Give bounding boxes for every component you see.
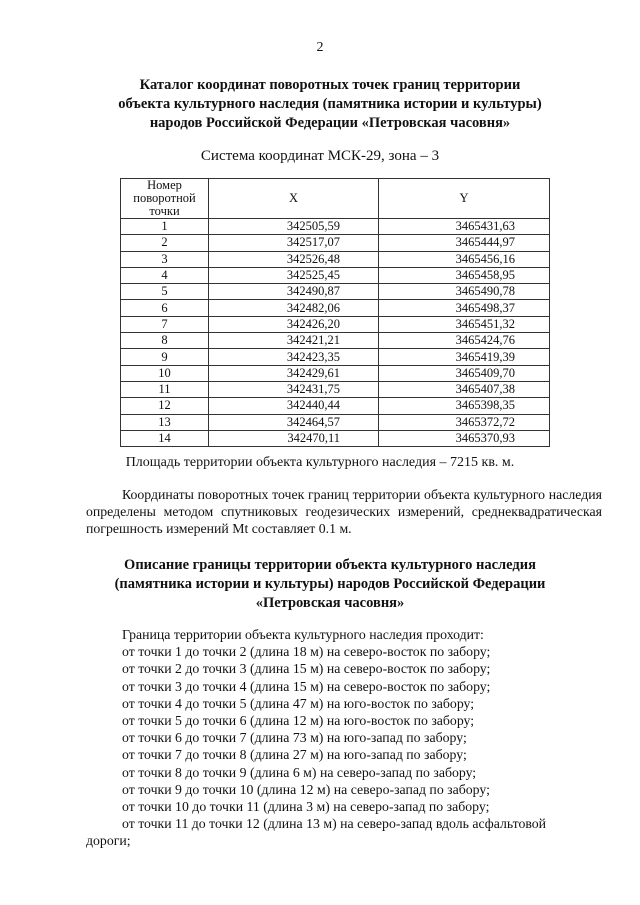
y-cell: 3465498,37: [379, 300, 550, 316]
description-title-line: (памятника истории и культуры) народов Российской Федерации: [114, 576, 546, 592]
boundary-intro: Граница территории объекта культурного наследия проходит:: [122, 627, 484, 642]
boundary-line: от точки 6 до точки 7 (длина 73 м) на юго-запад по забору;: [122, 730, 467, 746]
point-number-cell: 1: [121, 219, 209, 235]
table-row: [121, 300, 550, 316]
y-cell: 3465370,93: [379, 430, 550, 446]
table-row: [121, 349, 550, 365]
page-number: 2: [316, 40, 324, 55]
point-number-cell: 13: [121, 414, 209, 430]
x-cell: 342490,87: [209, 284, 379, 300]
table-row: [121, 284, 550, 300]
table-row: [121, 267, 550, 283]
y-cell: 3465451,32: [379, 316, 550, 332]
x-cell: 342470,11: [209, 430, 379, 446]
point-number-cell: 8: [121, 333, 209, 349]
point-number-cell: 11: [121, 381, 209, 397]
y-cell: 3465419,39: [379, 349, 550, 365]
accuracy-paragraph: [86, 486, 602, 537]
boundary-line: от точки 8 до точки 9 (длина 6 м) на северо-запад по забору;: [122, 764, 477, 780]
table-row: [121, 414, 550, 430]
boundary-description: [86, 626, 606, 850]
boundary-line: от точки 9 до точки 10 (длина 12 м) на северо-запад по забору;: [122, 781, 490, 797]
x-cell: 342440,44: [209, 398, 379, 414]
boundary-line: от точки 10 до точки 11 (длина 3 м) на северо-запад по забору;: [122, 799, 490, 815]
table-row: [121, 398, 550, 414]
y-cell: 3465456,16: [379, 251, 550, 267]
boundary-line: от точки 2 до точки 3 (длина 15 м) на северо-восток по забору;: [122, 661, 491, 677]
description-title-line: Описание границы территории объекта культурного наследия: [124, 557, 536, 573]
point-number-cell: 5: [121, 284, 209, 300]
table-row: [121, 381, 550, 397]
catalog-title-line: объекта культурного наследия (памятника истории и культуры): [118, 96, 542, 112]
point-number-cell: 12: [121, 398, 209, 414]
x-cell: 342526,48: [209, 251, 379, 267]
point-number-cell: 9: [121, 349, 209, 365]
x-cell: 342421,21: [209, 333, 379, 349]
boundary-line: от точки 5 до точки 6 (длина 12 м) на юго-восток по забору;: [122, 713, 475, 729]
y-cell: 3465407,38: [379, 381, 550, 397]
y-cell: 3465431,63: [379, 219, 550, 235]
area-text: Площадь территории объекта культурного наследия – 7215 кв. м.: [125, 455, 515, 470]
table-row: [121, 235, 550, 251]
catalog-title-line: народов Российской Федерации «Петровская часовня»: [149, 115, 511, 131]
table-row: [121, 251, 550, 267]
y-cell: 3465372,72: [379, 414, 550, 430]
y-cell: 3465398,35: [379, 398, 550, 414]
accuracy-text: Координаты поворотных точек границ территории объекта культурного наследия определены методом спутниковых геодезических измерений, среднеквадратическая погрешность измерений Mt составляет 0.1 м.: [86, 487, 602, 536]
x-cell: 342525,45: [209, 267, 379, 283]
catalog-title: [60, 76, 600, 133]
boundary-line: от точки 1 до точки 2 (длина 18 м) на северо-восток по забору;: [122, 644, 491, 660]
coordinates-table: [120, 178, 550, 447]
x-cell: 342464,57: [209, 414, 379, 430]
x-cell: 342426,20: [209, 316, 379, 332]
x-cell: 342482,06: [209, 300, 379, 316]
point-number-cell: 3: [121, 251, 209, 267]
x-cell: 342431,75: [209, 381, 379, 397]
point-number-cell: 6: [121, 300, 209, 316]
x-cell: 342505,59: [209, 219, 379, 235]
boundary-line: от точки 7 до точки 8 (длина 27 м) на юго-запад по забору;: [122, 747, 467, 763]
table-row: [121, 219, 550, 235]
point-number-cell: 2: [121, 235, 209, 251]
table-row: [121, 430, 550, 446]
description-title: [60, 556, 600, 613]
table-row: [121, 316, 550, 332]
catalog-title-line: Каталог координат поворотных точек границ территории: [139, 77, 521, 93]
point-number-cell: 4: [121, 267, 209, 283]
boundary-line: от точки 4 до точки 5 (длина 47 м) на юго-восток по забору;: [122, 695, 475, 711]
point-number-cell: 14: [121, 430, 209, 446]
x-cell: 342429,61: [209, 365, 379, 381]
y-cell: 3465458,95: [379, 267, 550, 283]
boundary-line: от точки 11 до точки 12 (длина 13 м) на северо-запад вдоль асфальтовой: [122, 816, 547, 832]
y-cell: 3465490,78: [379, 284, 550, 300]
description-title-line: «Петровская часовня»: [255, 595, 405, 611]
x-cell: 342517,07: [209, 235, 379, 251]
header-y: Y: [379, 179, 550, 219]
y-cell: 3465424,76: [379, 333, 550, 349]
table-header-row: [121, 179, 550, 219]
header-x: X: [209, 179, 379, 219]
boundary-line: дороги;: [86, 833, 131, 849]
boundary-line: от точки 3 до точки 4 (длина 15 м) на северо-восток по забору;: [122, 678, 491, 694]
coordinate-system: Система координат МСК-29, зона – 3: [200, 148, 440, 164]
point-number-cell: 10: [121, 365, 209, 381]
table-row: [121, 365, 550, 381]
point-number-cell: 7: [121, 316, 209, 332]
header-point-number: Номер поворотной точки: [121, 179, 209, 219]
y-cell: 3465409,70: [379, 365, 550, 381]
x-cell: 342423,35: [209, 349, 379, 365]
table-row: [121, 333, 550, 349]
y-cell: 3465444,97: [379, 235, 550, 251]
